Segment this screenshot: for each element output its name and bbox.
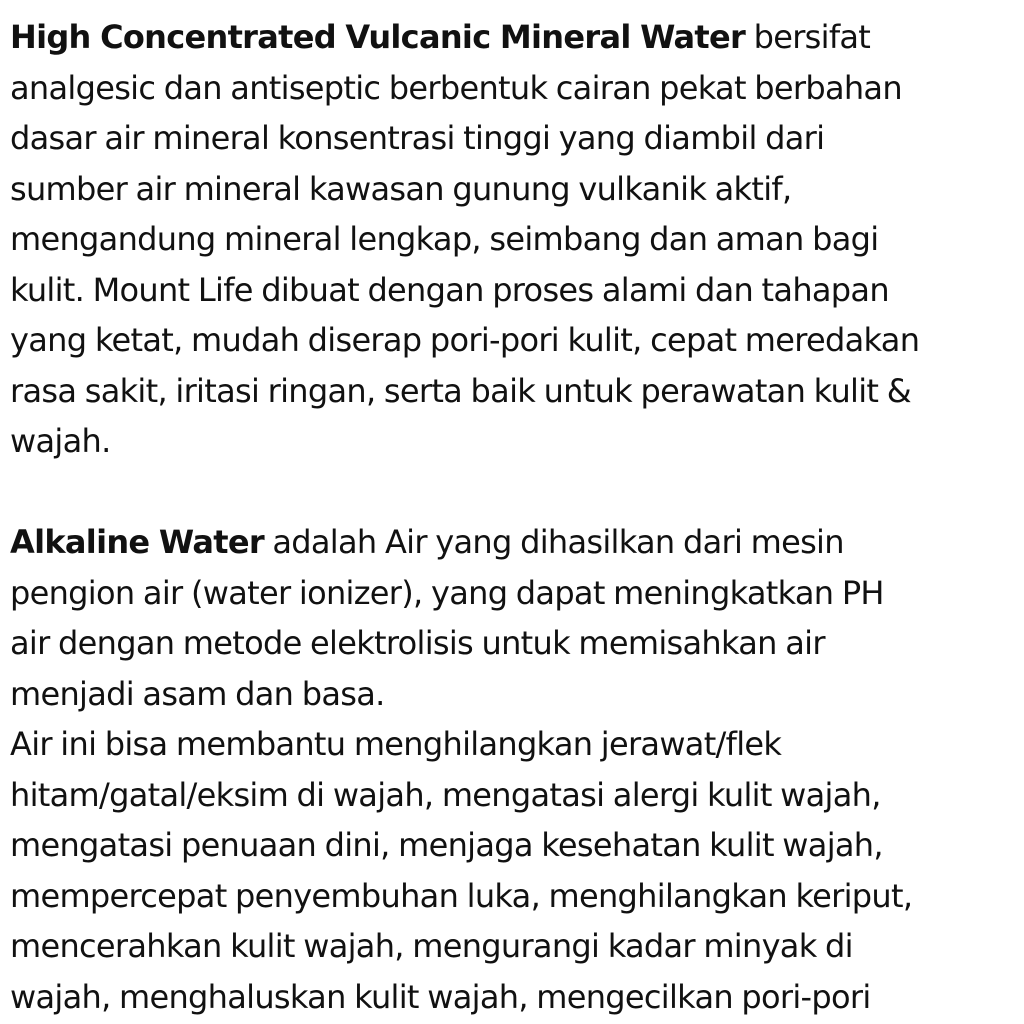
text-line xyxy=(10,12,1020,63)
text-line: rasa sakit, iritasi ringan, serta baik untuk perawatan kulit & xyxy=(10,371,912,410)
text-line: kulit. Mount Life dibuat dengan proses alami dan tahapan xyxy=(10,270,889,309)
text-line: Air ini bisa membantu menghilangkan jerawat/flek xyxy=(10,725,782,763)
term-mineral-water: High Concentrated Vulcanic Mineral Water xyxy=(10,18,746,56)
text-line: analgesic dan antiseptic berbentuk cairan pekat berbahan xyxy=(10,68,902,107)
text-line xyxy=(10,517,1020,568)
text-fragment: adalah Air yang dihasilkan dari mesin xyxy=(263,523,844,561)
text-line: pengion air (water ionizer), yang dapat meningkatkan PH xyxy=(10,573,884,612)
text-fragment: bersifat xyxy=(745,18,871,56)
text-line: mengandung mineral lengkap, seimbang dan aman bagi xyxy=(10,220,879,258)
paragraph-spacer xyxy=(10,467,1020,518)
text-line: hitam/gatal/eksim di wajah, mengatasi alergi kulit wajah, xyxy=(10,775,881,814)
paragraph-alkaline-water xyxy=(10,517,1020,719)
term-alkaline-water: Alkaline Water xyxy=(10,523,264,561)
paragraph-mineral-water xyxy=(10,12,1020,467)
text-line: mempercepat penyembuhan luka, menghilangkan keriput, xyxy=(10,876,913,915)
text-line: air dengan metode elektrolisis untuk memisahkan air xyxy=(10,624,825,662)
text-line: mengatasi penuaan dini, menjaga kesehatan kulit wajah, xyxy=(10,826,883,864)
paragraph-benefits xyxy=(10,719,1020,1022)
text-line: yang ketat, mudah diserap pori-pori kulit, cepat meredakan xyxy=(10,321,920,359)
text-line: dasar air mineral konsentrasi tinggi yang diambil dari xyxy=(10,119,825,157)
text-line: wajah. xyxy=(10,422,111,460)
text-line: menjadi asam dan basa. xyxy=(10,674,385,713)
document-body xyxy=(10,12,1020,1022)
text-line: sumber air mineral kawasan gunung vulkanik aktif, xyxy=(10,169,792,208)
text-line: mencerahkan kulit wajah, mengurangi kadar minyak di xyxy=(10,927,853,965)
text-line: wajah, menghaluskan kulit wajah, mengecilkan pori-pori xyxy=(10,977,871,1016)
